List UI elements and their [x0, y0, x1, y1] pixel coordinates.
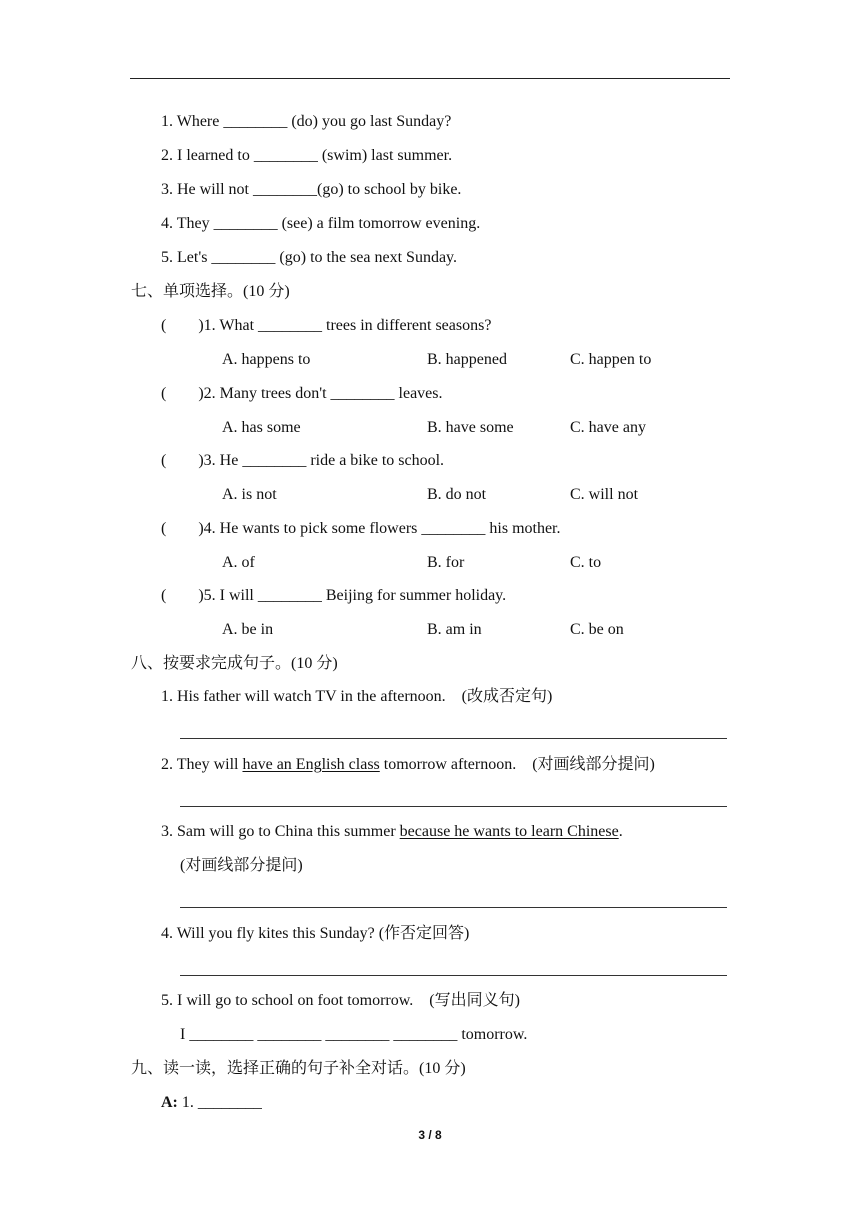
mc-question-4: ( )4. He wants to pick some flowers ________ his mother.	[161, 520, 561, 537]
page-number: 3 / 8	[418, 1128, 442, 1142]
mc-5-option-c: C. be on	[570, 621, 624, 638]
rewrite-question-5-answer: I ________ ________ ________ ________ tomorrow.	[180, 1026, 528, 1043]
mc-5-option-a: A. be in	[222, 621, 274, 638]
rewrite-question-2: 2. They will have an English class tomorrow afternoon. (对画线部分提问)	[161, 756, 655, 773]
dialogue-line-1: A: 1. ________	[161, 1094, 262, 1111]
mc-2-option-c: C. have any	[570, 419, 646, 436]
rewrite-question-5: 5. I will go to school on foot tomorrow. (写出同义句)	[161, 992, 520, 1009]
answer-line-3[interactable]	[180, 907, 727, 908]
speaker-label: A:	[161, 1094, 178, 1111]
rewrite-question-1: 1. His father will watch TV in the afternoon. (改成否定句)	[161, 688, 553, 705]
rewrite-question-3: 3. Sam will go to China this summer because he wants to learn Chinese.	[161, 823, 623, 840]
underlined-phrase: because he wants to learn Chinese	[399, 823, 619, 840]
section9-heading: 九、读一读，选择正确的句子补全对话。(10 分)	[131, 1060, 466, 1077]
mc-3-option-c: C. will not	[570, 486, 639, 503]
mc-question-3: ( )3. He ________ ride a bike to school.	[161, 452, 445, 469]
fill-item-5: 5. Let's ________ (go) to the sea next Sunday.	[161, 249, 458, 266]
answer-line-2[interactable]	[180, 806, 727, 807]
mc-question-5: ( )5. I will ________ Beijing for summer holiday.	[161, 587, 507, 604]
section8-heading: 八、按要求完成句子。(10 分)	[131, 655, 338, 672]
mc-4-option-b: B. for	[427, 554, 465, 571]
fill-item-4: 4. They ________ (see) a film tomorrow evening.	[161, 215, 481, 232]
mc-1-option-a: A. happens to	[222, 351, 311, 368]
fill-item-3: 3. He will not ________(go) to school by bike.	[161, 181, 462, 198]
mc-question-1: ( )1. What ________ trees in different seasons?	[161, 317, 492, 334]
fill-item-1: 1. Where ________ (do) you go last Sunday?	[161, 113, 452, 130]
mc-2-option-a: A. has some	[222, 419, 301, 436]
section7-heading: 七、单项选择。(10 分)	[131, 283, 290, 300]
mc-5-option-b: B. am in	[427, 621, 482, 638]
mc-question-2: ( )2. Many trees don't ________ leaves.	[161, 385, 443, 402]
answer-line-4[interactable]	[180, 975, 727, 976]
mc-1-option-b: B. happened	[427, 351, 507, 368]
mc-1-option-c: C. happen to	[570, 351, 652, 368]
header-rule	[130, 78, 730, 79]
underlined-phrase: have an English class	[242, 756, 380, 773]
fill-item-2: 2. I learned to ________ (swim) last summer.	[161, 147, 453, 164]
mc-2-option-b: B. have some	[427, 419, 514, 436]
mc-3-option-b: B. do not	[427, 486, 487, 503]
mc-3-option-a: A. is not	[222, 486, 277, 503]
rewrite-question-3-note: (对画线部分提问)	[180, 857, 303, 874]
rewrite-question-4: 4. Will you fly kites this Sunday? (作否定回答)	[161, 925, 470, 942]
mc-4-option-c: C. to	[570, 554, 602, 571]
answer-line-1[interactable]	[180, 738, 727, 739]
mc-4-option-a: A. of	[222, 554, 255, 571]
